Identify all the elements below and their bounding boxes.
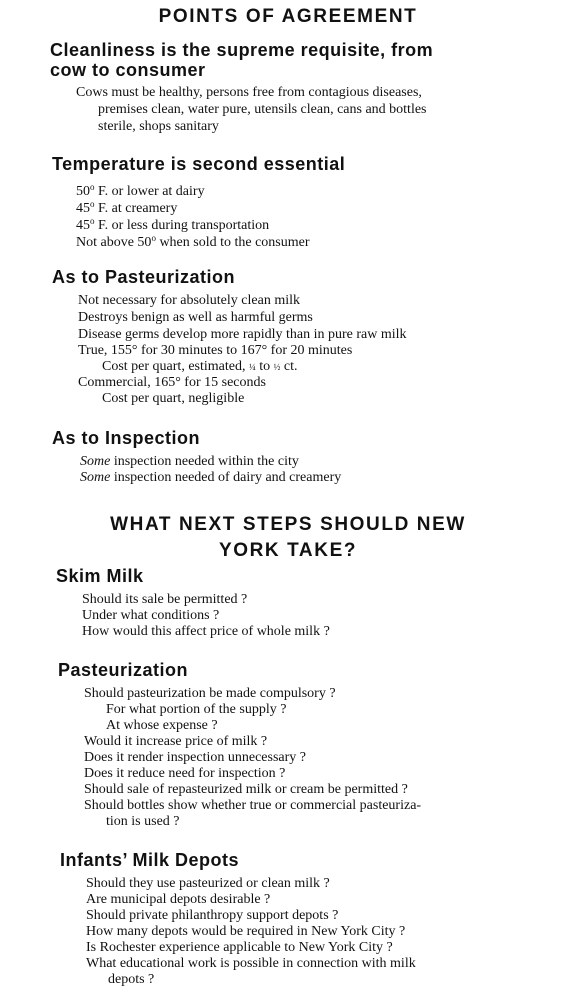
temperature-item: 50$^o$ F. or lower at dairy bbox=[76, 182, 205, 199]
section-title-next-steps-line1: WHAT NEXT STEPS SHOULD NEW bbox=[110, 514, 466, 535]
pasteurization-commercial: Commercial, 165° for 15 seconds bbox=[78, 375, 266, 390]
temperature-item: 45$^o$ F. at creamery bbox=[76, 199, 178, 216]
pasteurization-question: Should sale of repasteurized milk or cream be permitted ? bbox=[84, 782, 408, 797]
pasteurization-cost-commercial: Cost per quart, negligible bbox=[102, 391, 245, 406]
skim-milk-question: Under what conditions ? bbox=[82, 608, 220, 623]
heading-temperature: Temperature is second essential bbox=[52, 154, 346, 174]
temperature-item: 45$^o$ F. or less during transportation bbox=[76, 216, 270, 233]
pasteurization-item: True, 155° for 30 minutes to 167° for 20 minutes bbox=[78, 343, 353, 358]
depots-question: Should private philanthropy support depots ? bbox=[86, 908, 339, 923]
heading-infants-milk-depots: Infants’ Milk Depots bbox=[60, 850, 240, 870]
heading-as-to-pasteurization: As to Pasteurization bbox=[52, 267, 236, 287]
heading-as-to-inspection: As to Inspection bbox=[52, 428, 201, 448]
temperature-item: Not above 50$^o$ when sold to the consumer bbox=[76, 233, 310, 250]
skim-milk-question: Should its sale be permitted ? bbox=[82, 592, 248, 607]
inspection-item: Some inspection needed within the city bbox=[80, 454, 299, 469]
pasteurization-question: tion is used ? bbox=[106, 814, 180, 829]
pasteurization-item: Disease germs develop more rapidly than in pure raw milk bbox=[78, 327, 407, 342]
heading-skim-milk: Skim Milk bbox=[56, 566, 144, 586]
pasteurization-question: For what portion of the supply ? bbox=[106, 702, 287, 717]
inspection-item: Some inspection needed of dairy and creamery bbox=[80, 470, 342, 485]
pasteurization-question: Should pasteurization be made compulsory ? bbox=[84, 686, 336, 701]
pasteurization-question: Should bottles show whether true or commercial pasteuriza- bbox=[84, 798, 422, 813]
pasteurization-cost-true: Cost per quart, estimated, ¼ to ½ ct. bbox=[102, 359, 298, 374]
cleanliness-text-line: Cows must be healthy, persons free from contagious diseases, bbox=[76, 85, 422, 100]
skim-milk-question: How would this affect price of whole milk ? bbox=[82, 624, 330, 639]
pasteurization-question: Would it increase price of milk ? bbox=[84, 734, 268, 749]
depots-question: How many depots would be required in New York City ? bbox=[86, 924, 406, 939]
section-title-next-steps-line2: YORK TAKE? bbox=[218, 540, 358, 561]
heading-pasteurization: Pasteurization bbox=[58, 660, 189, 680]
depots-question: depots ? bbox=[108, 972, 155, 987]
pasteurization-item: Not necessary for absolutely clean milk bbox=[78, 293, 300, 308]
depots-question: What educational work is possible in connection with milk bbox=[86, 956, 416, 971]
pasteurization-question: Does it render inspection unnecessary ? bbox=[84, 750, 306, 765]
depots-question: Are municipal depots desirable ? bbox=[86, 892, 271, 907]
pasteurization-question: At whose expense ? bbox=[106, 718, 218, 733]
depots-question: Is Rochester experience applicable to New York City ? bbox=[86, 940, 393, 955]
pasteurization-question: Does it reduce need for inspection ? bbox=[84, 766, 286, 781]
section-title-points-of-agreement: POINTS OF AGREEMENT bbox=[158, 6, 418, 27]
depots-question: Should they use pasteurized or clean milk ? bbox=[86, 876, 330, 891]
heading-cleanliness-line1: Cleanliness is the supreme requisite, from bbox=[50, 40, 434, 60]
cleanliness-text-line: premises clean, water pure, utensils clean, cans and bottles bbox=[98, 102, 427, 117]
cleanliness-text-line: sterile, shops sanitary bbox=[98, 119, 219, 134]
pasteurization-item: Destroys benign as well as harmful germs bbox=[78, 310, 313, 325]
heading-cleanliness-line2: cow to consumer bbox=[50, 60, 206, 80]
